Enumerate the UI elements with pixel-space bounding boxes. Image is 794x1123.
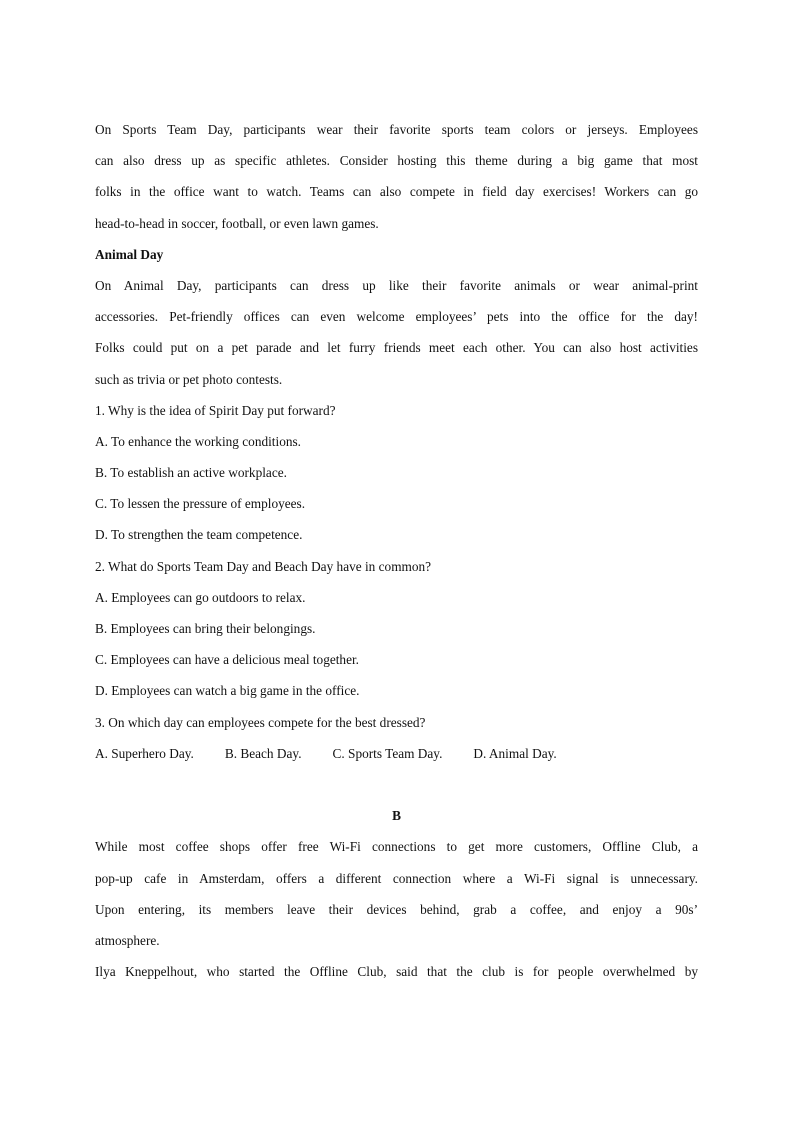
paragraph-line: On Animal Day, participants can dress up like their favorite animals or wear animal-print <box>95 277 698 293</box>
question-text: 1. Why is the idea of Spirit Day put forward? <box>95 402 336 418</box>
answer-option: B. Employees can bring their belongings. <box>95 621 316 636</box>
paragraph-line: atmosphere. <box>95 932 160 948</box>
answer-option: C. Employees can have a delicious meal together. <box>95 652 360 668</box>
answer-option: C. To lessen the pressure of employees. <box>95 496 306 512</box>
paragraph-line: head-to-head in soccer, football, or even lawn games. <box>95 215 379 231</box>
question-2 <box>95 551 698 707</box>
answer-option: C. Sports Team Day. <box>332 745 443 761</box>
paragraph-line: pop-up cafe in Amsterdam, offers a different connection where a Wi-Fi signal is unnecessary. <box>95 870 698 886</box>
paragraph-line: On Sports Team Day, participants wear their favorite sports team colors or jerseys. Employees <box>95 122 698 137</box>
answer-option: B. Beach Day. <box>224 745 302 761</box>
paragraph-line: such as trivia or pet photo contests. <box>95 371 283 387</box>
blank-line <box>95 769 698 800</box>
question-text: 2. What do Sports Team Day and Beach Day have in common? <box>95 558 432 574</box>
paragraph-line: Folks could put on a pet parade and let furry friends meet each other. You can also host activities <box>95 340 698 356</box>
answer-option: A. Employees can go outdoors to relax. <box>95 589 306 605</box>
paragraph-line: While most coffee shops offer free Wi-Fi connections to get more customers, Offline Club, a <box>95 839 698 855</box>
paragraph-line: Upon entering, its members leave their devices behind, grab a coffee, and enjoy a 90s’ <box>95 901 698 917</box>
question-3 <box>95 707 698 769</box>
answer-option: B. To establish an active workplace. <box>95 465 287 481</box>
sports-team-day-paragraph <box>95 114 698 239</box>
answer-option: A. To enhance the working conditions. <box>95 433 301 449</box>
paragraph-line: Ilya Kneppelhout, who started the Offline Club, said that the club is for people overwhelmed by <box>95 964 698 980</box>
section-b-heading: B <box>392 808 401 824</box>
answer-option: D. Employees can watch a big game in the office. <box>95 683 360 699</box>
answer-options-row <box>95 738 698 769</box>
answer-option: D. To strengthen the team competence. <box>95 527 303 543</box>
offline-club-paragraph <box>95 831 698 956</box>
question-1 <box>95 395 698 551</box>
answer-option: A. Superhero Day. <box>95 745 194 761</box>
answer-option: D. Animal Day. <box>473 745 557 761</box>
page-content <box>95 114 698 987</box>
paragraph-line: folks in the office want to watch. Teams can also compete in field day exercises! Workers can go <box>95 184 698 200</box>
paragraph-line: can also dress up as specific athletes. Consider hosting this theme during a big game that most <box>95 153 698 169</box>
animal-day-paragraph <box>95 270 698 395</box>
animal-day-heading: Animal Day <box>95 246 164 262</box>
ilya-paragraph <box>95 956 698 987</box>
question-text: 3. On which day can employees compete for the best dressed? <box>95 714 426 730</box>
paragraph-line: accessories. Pet-friendly offices can even welcome employees’ pets into the office for the day! <box>95 309 698 325</box>
